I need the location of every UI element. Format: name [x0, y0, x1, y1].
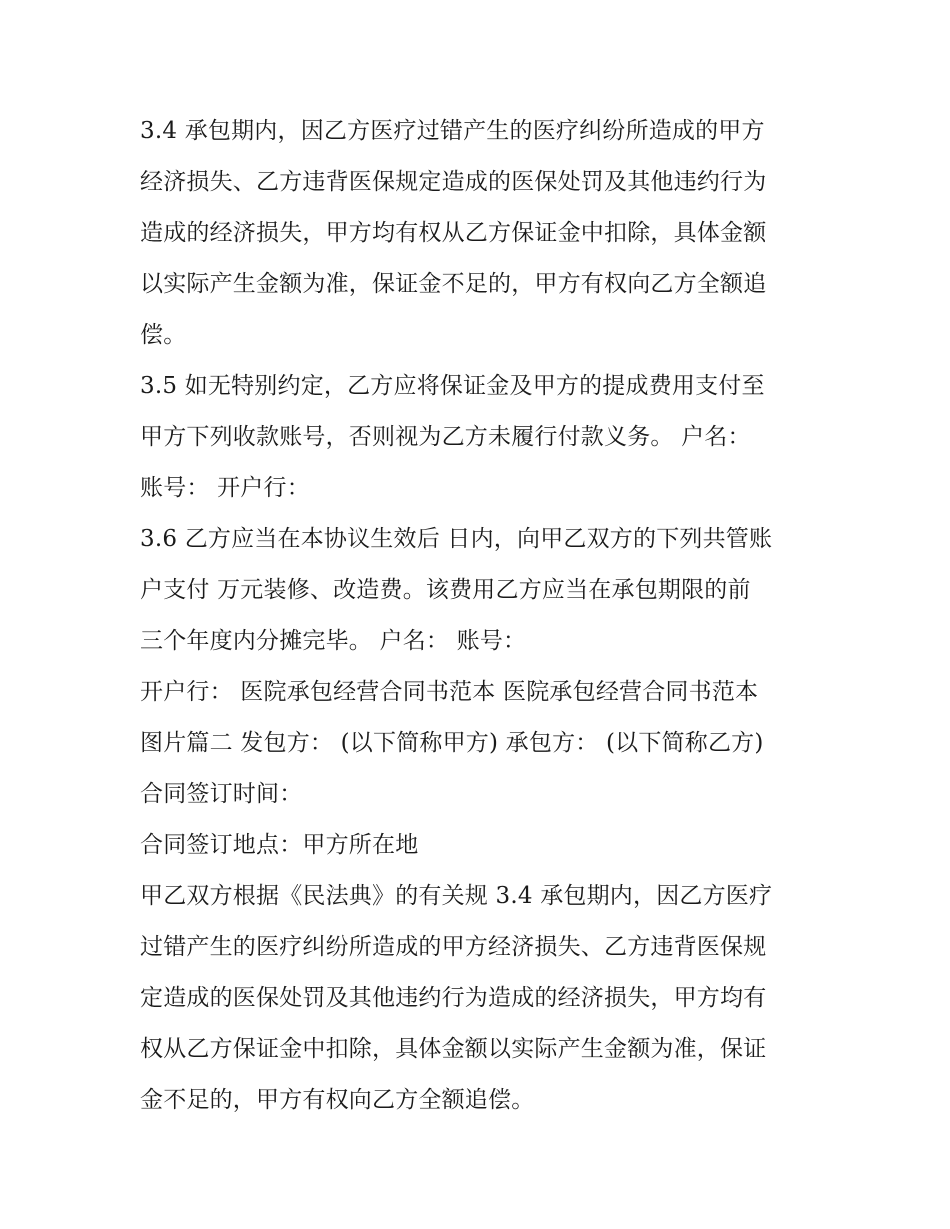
text-line-17: 过错产生的医疗纠纷所造成的甲方经济损失、乙方违背医保规: [140, 934, 767, 960]
text-line-5: 偿。: [140, 322, 187, 348]
text-line-6: 3.5 如无特别约定，乙方应将保证金及甲方的提成费用支付至: [140, 373, 765, 399]
text-line-2: 经济损失、乙方违背医保规定造成的医保处罚及其他违约行为: [140, 169, 767, 195]
text-line-1: 3.4 承包期内，因乙方医疗过错产生的医疗纠纷所造成的甲方: [140, 118, 765, 144]
text-line-3: 造成的经济损失，甲方均有权从乙方保证金中扣除，具体金额: [140, 220, 767, 246]
document-body: [140, 106, 820, 1126]
text-line-11: 三个年度内分摊完毕。 户名： 账号：: [140, 628, 527, 654]
text-line-4: 以实际产生金额为准，保证金不足的，甲方有权向乙方全额追: [140, 271, 767, 297]
text-line-13: 图片篇二 发包方： (以下简称甲方) 承包方： (以下简称乙方): [140, 730, 764, 756]
text-line-14: 合同签订时间：: [140, 781, 303, 807]
text-line-16: 甲乙双方根据《民法典》的有关规 3.4 承包期内，因乙方医疗: [140, 883, 773, 909]
text-line-8: 账号： 开户行：: [140, 475, 310, 501]
text-line-12: 开户行： 医院承包经营合同书范本 医院承包经营合同书范本: [140, 679, 759, 705]
text-line-9: 3.6 乙方应当在本协议生效后 日内，向甲乙双方的下列共管账: [140, 526, 773, 552]
text-line-20: 金不足的，甲方有权向乙方全额追偿。: [140, 1087, 535, 1113]
text-line-7: 甲方下列收款账号，否则视为乙方未履行付款义务。 户名：: [140, 424, 751, 450]
text-line-10: 户支付 万元装修、改造费。该费用乙方应当在承包期限的前: [140, 577, 751, 603]
text-line-19: 权从乙方保证金中扣除，具体金额以实际产生金额为准，保证: [140, 1036, 767, 1062]
text-line-15: 合同签订地点：甲方所在地: [140, 832, 419, 858]
text-line-18: 定造成的医保处罚及其他违约行为造成的经济损失，甲方均有: [140, 985, 767, 1011]
